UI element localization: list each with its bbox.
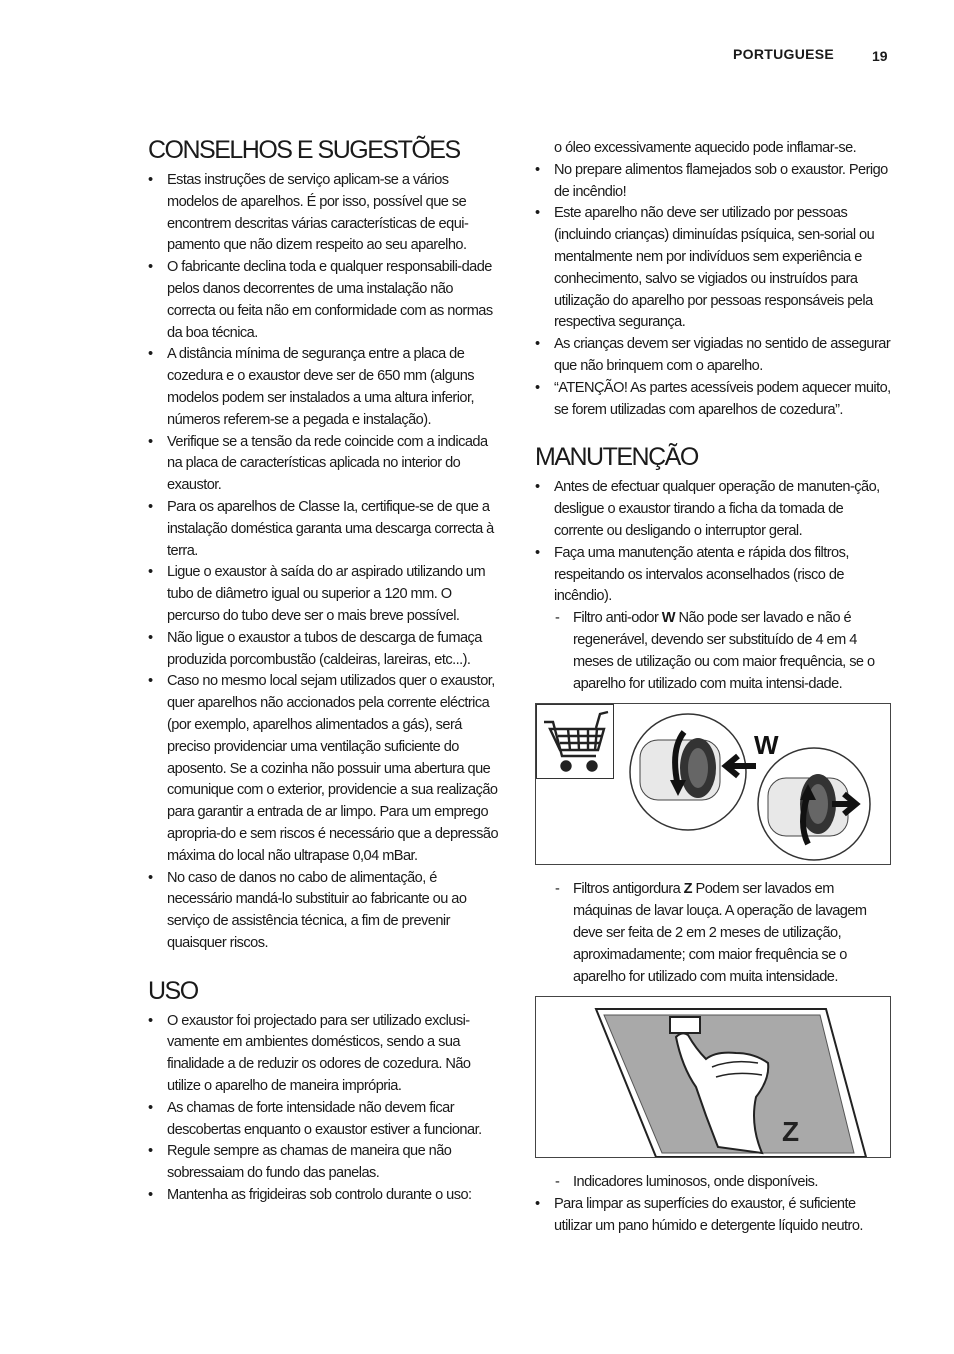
sub-item-text: Podem ser lavados em máquinas de lavar louça. A operação de lavagem deve ser feita de 2 em 2 meses de utilização, aproximadamente; com maior frequência se o aparelho for utilizado com muita intensidade.	[573, 881, 867, 985]
uso-title: USO	[148, 976, 198, 1005]
right-column	[535, 138, 891, 1238]
list-item: • Para os aparelhos de Classe Ia, certifique-se de que a instalação doméstica garanta uma descarga correcta à terra.	[148, 497, 502, 562]
odor-filter-illustration	[536, 704, 890, 864]
left-column	[148, 136, 502, 1207]
odor-filter-figure	[535, 703, 891, 865]
list-item: • A distância mínima de segurança entre a placa de cozedura e o exaustor deve ser de 650 mm (alguns modelos podem ser instalados a uma altura inferior, números referem-se a pegada e instalação).	[148, 344, 502, 431]
list-item: • Antes de efectuar qualquer operação de manuten-ção, desligue o exaustor tirando a ficha da tomada de corrente ou desligando o interruptor geral.	[535, 477, 891, 542]
manutencao-list-end	[535, 1194, 891, 1238]
grease-filter-figure	[535, 996, 891, 1158]
list-item: • No prepare alimentos flamejados sob o exaustor. Perigo de incêndio!	[535, 160, 891, 204]
sub-item-prefix: Filtros antigordura	[573, 881, 684, 898]
sub-item-text: Não pode ser lavado e não é regenerável, devendo ser substituído de 4 em 4 meses de utilização ou com maior frequência, se o aparelho for utilizado com muita intensi-dade.	[573, 610, 875, 692]
grease-filter-illustration	[536, 997, 890, 1157]
list-item: • O exaustor foi projectado para ser utilizado exclusi-vamente em ambientes domésticos, sendo a sua finalidade a de reduzir os odores de cozedura. Não utilize o aparelho de maneira imprópria.	[148, 1011, 502, 1098]
figure-label-z: Z	[782, 1116, 800, 1148]
sub-item-indicators: - Indicadores luminosos, onde disponíveis.	[535, 1172, 891, 1194]
list-item: • Verifique se a tensão da rede coincide com a indicada na placa de características aplicada no interior do exaustor.	[148, 432, 502, 497]
list-item: • Regule sempre as chamas de maneira que não sobressaiam do fundo das panelas.	[148, 1141, 502, 1185]
list-item: • As chamas de forte intensidade não devem ficar descobertas enquanto o exaustor estiver a funcionar.	[148, 1098, 502, 1142]
manutencao-list	[535, 477, 891, 608]
sub-item-odor-filter	[535, 608, 891, 695]
figure-label-w: W	[754, 730, 779, 761]
list-item: • Não ligue o exaustor a tubos de descarga de fumaça produzida porcombustão (caldeiras, lareiras, etc...).	[148, 628, 502, 672]
list-item: • Este aparelho não deve ser utilizado por pessoas (incluindo crianças) diminuídas psíquica, sen-sorial ou mentalmente nem por indivíduos sem experiência e conhecimento, salvo se vigiados ou instruídos para utilização do aparelho por pessoas responsáveis pela respectiva segurança.	[535, 203, 891, 334]
uso-list-continued	[535, 160, 891, 422]
list-item: • Faça uma manutenção atenta e rápida dos filtros, respeitando os intervalos aconselhados (risco de incêndio).	[535, 543, 891, 608]
section-header: PORTUGUESE	[733, 46, 835, 62]
conselhos-title: CONSELHOS E SUGESTÕES	[148, 136, 460, 164]
filter-code: Z	[683, 881, 693, 898]
list-item: • “ATENÇÃO! As partes acessíveis podem aquecer muito, se forem utilizadas com aparelhos de cozedura”.	[535, 378, 891, 422]
list-item: • Caso no mesmo local sejam utilizados quer o exaustor, quer aparelhos não accionados pela corrente eléctrica (por exemplo, aparelhos alimentados a gás), será preciso providenciar uma ventilação suficiente do aposento. Se a cozinha não possuir uma abertura que comunique com o exterior, providencie a sua realização para garantir a entrada de ar limpo. Para um emprego apropria-do e sem riscos é necessário que a depressão máxima do local não ultrapase 0,04 mBar.	[148, 671, 502, 867]
sub-item-prefix: Filtro anti-odor	[573, 610, 662, 627]
list-item: • Para limpar as superfícies do exaustor, é suficiente utilizar um pano húmido e detergente líquido neutro.	[535, 1194, 891, 1238]
sub-item-grease-filter	[535, 879, 891, 988]
filter-housing-left	[630, 714, 756, 830]
continued-text: o óleo excessivamente aquecido pode inflamar-se.	[554, 140, 857, 156]
list-item: • Ligue o exaustor à saída do ar aspirado utilizando um tubo de diâmetro igual ou superior a 120 mm. O percurso do tubo deve ser o mais breve possível.	[148, 562, 502, 627]
page-number: 19	[872, 48, 888, 64]
manutencao-title: MANUTENÇÃO	[535, 443, 698, 472]
list-item: • Estas instruções de serviço aplicam-se a vários modelos de aparelhos. É por isso, possível que se encontrem descritas várias características de equi-pamento que não dizem respeito ao seu aparelho.	[148, 170, 502, 257]
list-item: • As crianças devem ser vigiadas no sentido de assegurar que não brinquem com o aparelho.	[535, 334, 891, 378]
conselhos-list	[148, 170, 502, 955]
filter-code: W	[661, 610, 676, 627]
list-item: • No caso de danos no cabo de alimentação, é necessário mandá-lo substituir ao fabricante ou ao serviço de assistência técnica, a fim de prevenir quaisquer riscos.	[148, 868, 502, 955]
list-item: • Mantenha as frigideiras sob controlo durante o uso:	[148, 1185, 502, 1207]
uso-list	[148, 1011, 502, 1207]
filter-housing-right	[758, 748, 870, 860]
list-item: • O fabricante declina toda e qualquer responsabili-dade pelos danos decorrentes de uma instalação não correcta ou feita não em conformidade com as normas da boa técnica.	[148, 257, 502, 344]
